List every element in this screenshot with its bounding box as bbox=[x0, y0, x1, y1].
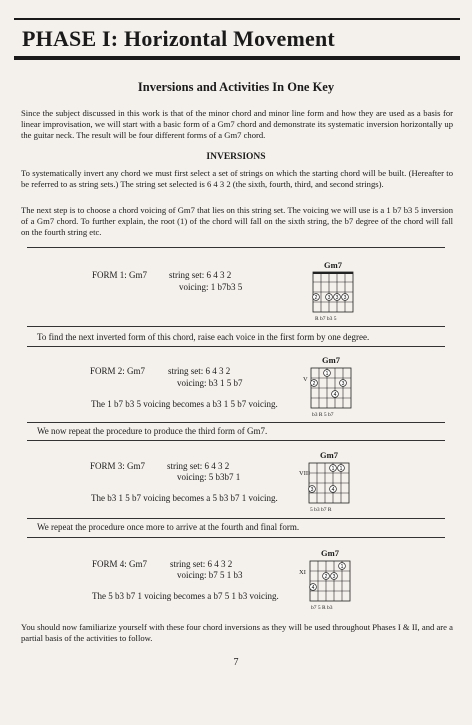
form-4-becomes-text: The 5 b3 b7 1 voicing becomes a b7 5 1 b3 voicing. bbox=[92, 591, 279, 601]
finger-number: 3 bbox=[335, 294, 339, 301]
form-3-label: FORM 3: Gm7 bbox=[90, 461, 146, 471]
form-4-interval-labels: b7 5 R b3 bbox=[311, 605, 333, 611]
finger-number: 3 bbox=[332, 573, 336, 580]
finger-number: 4 bbox=[331, 486, 335, 493]
divider-rule bbox=[27, 518, 445, 519]
form-2-label: FORM 2: Gm7 bbox=[90, 366, 146, 376]
form-4-chord-name: Gm7 bbox=[321, 548, 339, 558]
form-2-voicing: voicing: b3 1 5 b7 bbox=[177, 378, 243, 388]
form-3-chord-name: Gm7 bbox=[320, 450, 338, 460]
divider-rule bbox=[27, 537, 445, 538]
form-4-position: XI bbox=[299, 569, 306, 576]
finger-number: 2 bbox=[324, 573, 328, 580]
finger-number: 1 bbox=[325, 370, 329, 377]
transition-text-2: We now repeat the procedure to produce the third form of Gm7. bbox=[37, 426, 268, 436]
paragraph-voicing: The next step is to choose a chord voicing of Gm7 that lies on this string set. The voicing we will use is a 1 b7 b3 5 inversion of a Gm7 chord. To further explain, the root (1) of the chord will fall on the sixth string, the b7 degree of the chord will fall on the fourth string etc. bbox=[21, 205, 453, 237]
form-2-becomes-text: The 1 b7 b3 5 voicing becomes a b3 1 5 b7 voicing. bbox=[91, 399, 278, 409]
finger-number: 2 bbox=[312, 380, 316, 387]
inversions-heading: INVERSIONS bbox=[206, 152, 266, 162]
form-2-position: V bbox=[303, 376, 308, 383]
form-4-chord-diagram bbox=[310, 561, 350, 603]
transition-text-3: We repeat the procedure once more to arrive at the fourth and final form. bbox=[37, 522, 300, 532]
finger-number: 3 bbox=[327, 294, 331, 301]
intro-paragraph: Since the subject discussed in this work is that of the minor chord and minor line form and how they are used as a basis for linear improvisation, we will start with a basic form of a Gm7 chord and demonstrate its systematic inversion horizontally up the guitar neck. The result will be four different forms of a Gm7 chord. bbox=[21, 108, 453, 140]
form-2-string-set: string set: 6 4 3 2 bbox=[168, 366, 231, 376]
form-3-voicing: voicing: 5 b3b7 1 bbox=[177, 472, 241, 482]
finger-number: 2 bbox=[314, 294, 318, 301]
finger-number: 1 bbox=[339, 465, 343, 472]
form-1-interval-labels: R b7 b3 5 bbox=[315, 316, 337, 322]
page-title: PHASE I: Horizontal Movement bbox=[22, 26, 335, 51]
form-3-string-set: string set: 6 4 3 2 bbox=[167, 461, 230, 471]
finger-number: 3 bbox=[343, 294, 347, 301]
form-4-string-set: string set: 6 4 3 2 bbox=[170, 559, 233, 569]
form-3-position: VIII bbox=[299, 470, 311, 477]
finger-number: 3 bbox=[341, 380, 345, 387]
divider-rule bbox=[27, 247, 445, 248]
finger-number: 4 bbox=[333, 391, 337, 398]
transition-text-1: To find the next inverted form of this chord, raise each voice in the first form by one degree. bbox=[37, 332, 370, 342]
header-bottom-rule bbox=[14, 56, 460, 60]
form-2-interval-labels: b3 R 5 b7 bbox=[312, 412, 334, 418]
paragraph-string-sets: To systematically invert any chord we must first select a set of strings on which the starting chord will be built. (Hereafter to be referred to as string sets.) The string set selected is 6 4 3 2 (the sixth, fourth, third, and second strings). bbox=[21, 168, 453, 189]
closing-paragraph: You should now familiarize yourself with these four chord inversions as they will be used throughout Phases I & II, and are a partial basis of the activities to follow. bbox=[21, 622, 453, 643]
divider-rule bbox=[27, 326, 445, 327]
finger-number: 1 bbox=[340, 563, 344, 570]
form-3-becomes-text: The b3 1 5 b7 voicing becomes a 5 b3 b7 1 voicing. bbox=[91, 493, 278, 503]
divider-rule bbox=[27, 422, 445, 423]
form-2-chord-diagram bbox=[311, 368, 351, 410]
divider-rule bbox=[27, 346, 445, 347]
header-top-rule bbox=[14, 18, 460, 20]
section-subtitle: Inversions and Activities In One Key bbox=[137, 80, 335, 94]
form-1-chord-name: Gm7 bbox=[324, 260, 342, 270]
divider-rule bbox=[27, 440, 445, 441]
form-1-voicing: voicing: 1 b7b3 5 bbox=[179, 282, 243, 292]
form-3-chord-diagram bbox=[309, 463, 349, 505]
form-1-chord-diagram bbox=[313, 272, 353, 314]
finger-number: 3 bbox=[310, 486, 314, 493]
finger-number: 1 bbox=[331, 465, 335, 472]
form-1-string-set: string set: 6 4 3 2 bbox=[169, 270, 232, 280]
form-2-chord-name: Gm7 bbox=[322, 355, 340, 365]
form-4-voicing: voicing: b7 5 1 b3 bbox=[177, 570, 243, 580]
form-4-label: FORM 4: Gm7 bbox=[92, 559, 148, 569]
form-1-label: FORM 1: Gm7 bbox=[92, 270, 148, 280]
page-number: 7 bbox=[233, 657, 239, 668]
finger-number: 4 bbox=[311, 584, 315, 591]
form-3-interval-labels: 5 b3 b7 R bbox=[310, 507, 332, 513]
